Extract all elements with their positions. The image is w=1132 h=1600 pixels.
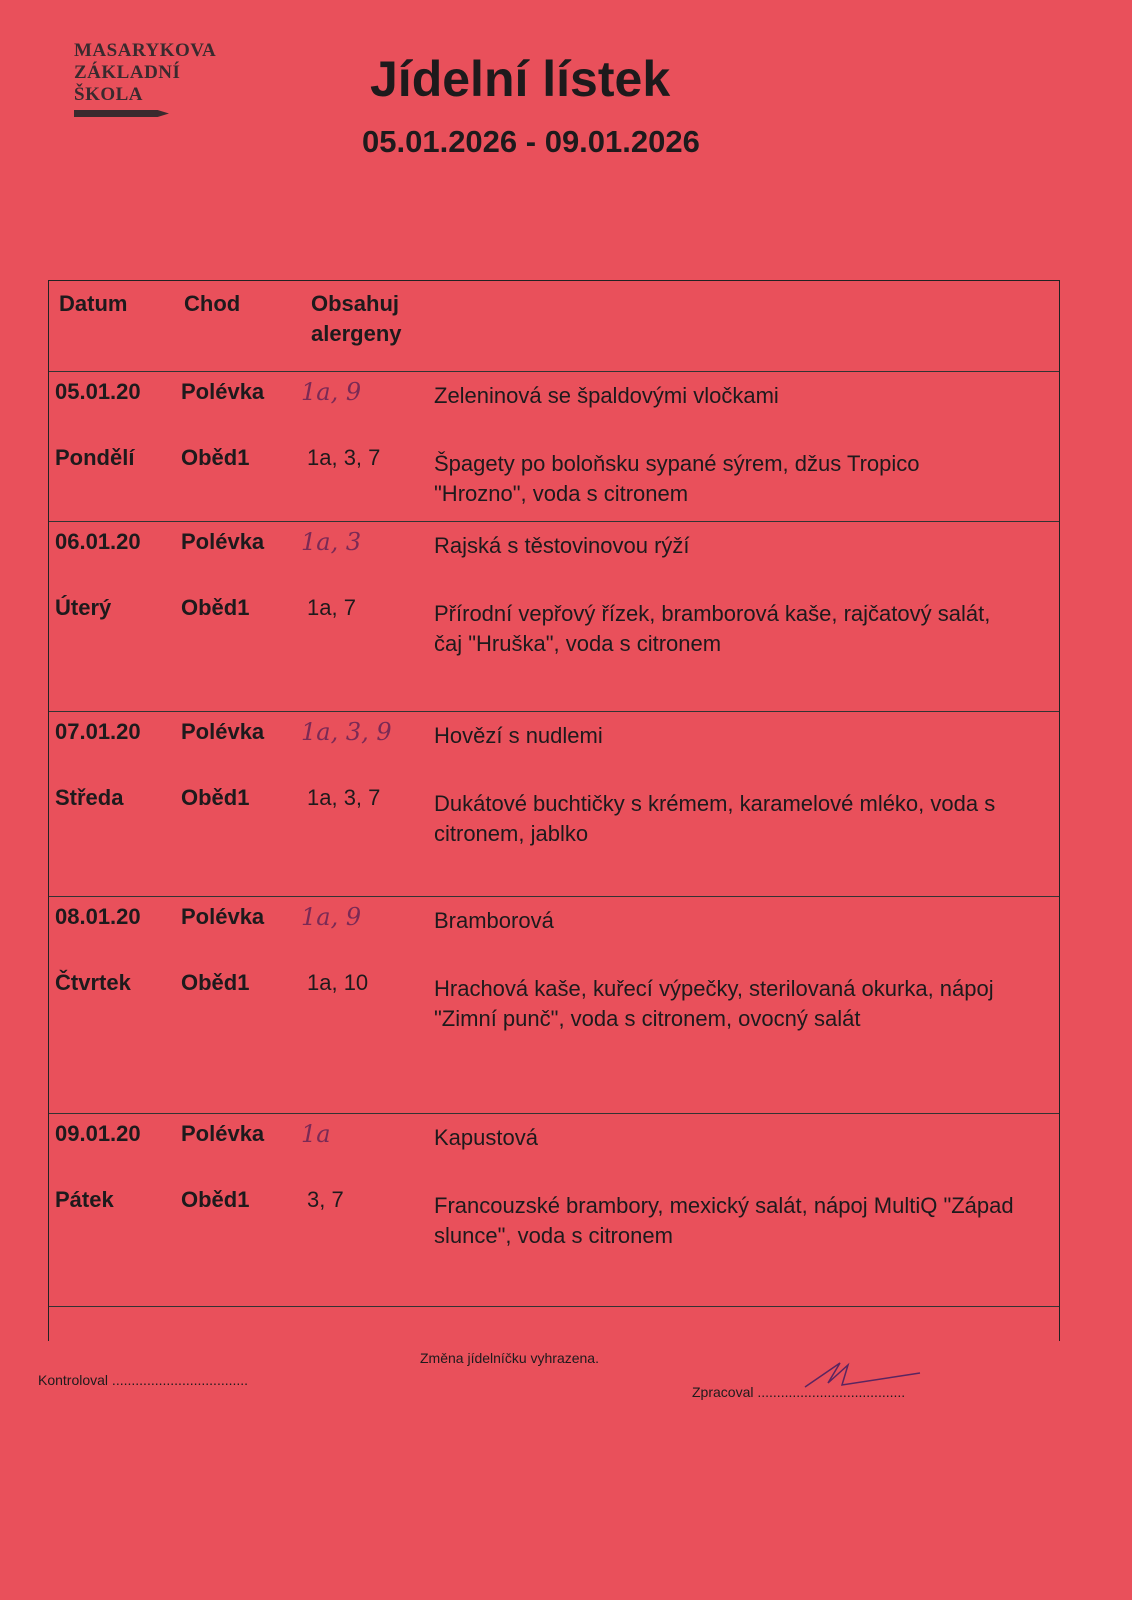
date: 06.01.20 xyxy=(55,529,141,554)
soup-label: Polévka xyxy=(181,719,265,744)
weekday: Pondělí xyxy=(55,445,135,470)
date: 07.01.20 xyxy=(55,719,141,744)
soup-label: Polévka xyxy=(181,529,265,554)
main-label: Oběd1 xyxy=(181,1187,250,1212)
date: 05.01.20 xyxy=(55,379,141,404)
soup-allergens: 1a, 9 xyxy=(301,903,362,931)
main-allergens: 1a, 7 xyxy=(307,595,356,620)
logo-line: MASARYKOVA xyxy=(74,40,217,61)
main-dish: Přírodní vepřový řízek, bramborová kaše, rajčatový salát, čaj "Hruška", voda s citronem xyxy=(434,601,991,656)
day-row xyxy=(49,896,1059,1114)
soup-name: Zeleninová se špaldovými vločkami xyxy=(434,383,779,408)
main-dish: Dukátové buchtičky s krémem, karamelové mléko, voda s citronem, jablko xyxy=(434,791,996,846)
col-course: Chod xyxy=(184,291,241,316)
col-date: Datum xyxy=(59,291,128,316)
checked-by: Kontroloval ................................... xyxy=(38,1372,249,1388)
soup-allergens: 1a xyxy=(301,1120,331,1148)
main-allergens: 1a, 3, 7 xyxy=(307,785,381,810)
soup-label: Polévka xyxy=(181,379,265,404)
date: 09.01.20 xyxy=(55,1121,141,1146)
soup-allergens: 1a, 3, 9 xyxy=(301,718,392,746)
soup-label: Polévka xyxy=(181,1121,265,1146)
soup-name: Rajská s těstovinovou rýží xyxy=(434,533,690,558)
date: 08.01.20 xyxy=(55,904,141,929)
table-header xyxy=(49,281,1059,372)
processed-by: Zpracoval ...................................... xyxy=(692,1384,906,1400)
soup-allergens: 1a, 9 xyxy=(301,378,362,406)
day-row xyxy=(49,371,1059,522)
main-label: Oběd1 xyxy=(181,970,250,995)
soup-name: Hovězí s nudlemi xyxy=(434,723,603,748)
soup-name: Kapustová xyxy=(434,1125,538,1150)
page-title: Jídelní lístek xyxy=(370,51,671,107)
main-allergens: 1a, 3, 7 xyxy=(307,445,381,470)
main-allergens: 1a, 10 xyxy=(307,970,369,995)
main-label: Oběd1 xyxy=(181,595,250,620)
footer-note: Změna jídelníčku vyhrazena. xyxy=(420,1350,599,1366)
logo-line: ŠKOLA xyxy=(74,84,144,105)
day-row xyxy=(49,521,1059,712)
soup-name: Bramborová xyxy=(434,908,554,933)
main-label: Oběd1 xyxy=(181,785,250,810)
logo-line: ZÁKLADNÍ xyxy=(74,62,181,83)
main-dish: Hrachová kaše, kuřecí výpečky, sterilovaná okurka, nápoj "Zimní punč", voda s citronem, ovocný salát xyxy=(434,976,994,1031)
menu-table xyxy=(48,280,1060,1341)
day-row xyxy=(49,711,1059,897)
weekday: Středa xyxy=(55,785,124,810)
school-logo xyxy=(74,40,216,117)
main-dish: Špagety po boloňsku sypané sýrem, džus Tropico "Hrozno", voda s citronem xyxy=(434,451,920,506)
main-label: Oběd1 xyxy=(181,445,250,470)
pencil-icon xyxy=(74,110,169,117)
main-allergens: 3, 7 xyxy=(307,1187,344,1212)
signature xyxy=(800,1355,930,1395)
soup-allergens: 1a, 3 xyxy=(301,528,362,556)
weekday: Úterý xyxy=(55,595,112,620)
day-row xyxy=(49,1113,1059,1307)
weekday: Čtvrtek xyxy=(55,970,131,995)
soup-label: Polévka xyxy=(181,904,265,929)
main-dish: Francouzské brambory, mexický salát, nápoj MultiQ "Západ slunce", voda s citronem xyxy=(434,1193,1014,1248)
col-allergens: Obsahuj alergeny xyxy=(311,291,402,346)
date-range: 05.01.2026 - 09.01.2026 xyxy=(362,124,700,159)
weekday: Pátek xyxy=(55,1187,114,1212)
